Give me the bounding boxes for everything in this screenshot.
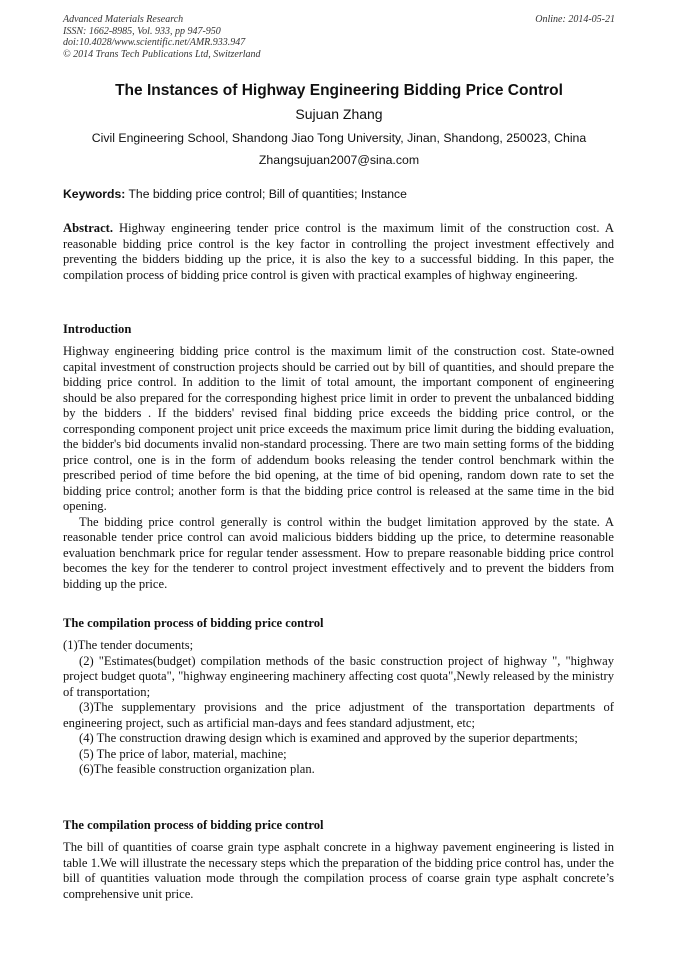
introduction-paragraph-1: Highway engineering bidding price control is the maximum limit of the construction cost. State-owned capital investment of construction projects should be carried out by bill of quantities, and should prepare the bidding price control. In addition to the limit of total amount, the important component of engineering should be also prepared for the corresponding highest price limit in order to prevent the unbalanced bidding by the bidders . If the bidders' revised final bidding price exceeds the bidding price control, or the corresponding component project unit price exceeds the maximum price limit during the bidding evaluation, the bidder's bid documents invalid non-standard processing. There are two main setting forms of the bidding price control, one is in the form of addendum books releasing the tender control benchmark within the prescribed period of time before the bid opening, at the time of bid opening, random down rate to set the bidding price control; another form is that the bidding price control is released at the same time in the bid opening.	[63, 344, 614, 513]
issn-line: ISSN: 1662-8985, Vol. 933, pp 947-950	[63, 25, 221, 37]
journal-header	[63, 14, 615, 60]
introduction-paragraph-2: The bidding price control generally is control within the budget limitation approved by the state. A reasonable tender price control can avoid malicious bidders bidding up the price, to determine reasonable evaluation benchmark price for regular tender assessment. How to prepare reasonable bidding price control becomes the key for the tenderer to control project investment effectively and to prevent the bidders from bidding up the price.	[63, 514, 614, 591]
section-2-paragraph: The bill of quantities of coarse grain type asphalt concrete in a highway pavement engineering is listed in table 1.We will illustrate the necessary steps which the preparation of the bidding price control has, under the bill of quantities valuation mode through the compilation process of coarse grain type asphalt concrete’s comprehensive unit price.	[63, 840, 614, 901]
abstract-text: Highway engineering tender price control is the maximum limit of the construction cost. A reasonable bidding price control is the key factor in controlling the project investment effectively and preventing the bidders bidding up the price, it is also the key to a successful bidding. In this paper, the compilation process of bidding price control is given with practical examples of highway engineering.	[63, 221, 614, 282]
list-item: (3)The supplementary provisions and the price adjustment of the transportation departments of engineering project, such as artificial man-days and fees standard adjustment, etc;	[63, 700, 614, 730]
list-item: (1)The tender documents;	[63, 638, 194, 652]
doi-line: doi:10.4028/www.scientific.net/AMR.933.947	[63, 37, 246, 48]
section-heading-compilation-process-2: The compilation process of bidding price control	[63, 818, 324, 832]
introduction-body	[63, 344, 614, 592]
keywords	[63, 187, 615, 201]
section-2-body	[63, 840, 614, 902]
list-item: (6)The feasible construction organization plan.	[79, 762, 315, 776]
list-item: (5) The price of labor, material, machine;	[79, 746, 287, 761]
author-name: Sujuan Zhang	[295, 106, 383, 122]
author-affiliation: Civil Engineering School, Shandong Jiao Tong University, Jinan, Shandong, 250023, China	[91, 131, 587, 145]
introduction-heading: Introduction	[63, 322, 132, 336]
section-heading-compilation-process: The compilation process of bidding price control	[63, 616, 324, 630]
keywords-label: Keywords:	[63, 187, 126, 201]
keywords-text: The bidding price control; Bill of quantities; Instance	[125, 187, 407, 201]
abstract	[63, 221, 614, 283]
paper-title: The Instances of Highway Engineering Bidding Price Control	[115, 82, 563, 99]
compilation-process-list	[63, 638, 614, 778]
list-item: (4) The construction drawing design which is examined and approved by the superior departments;	[79, 731, 578, 745]
author-email: Zhangsujuan2007@sina.com	[258, 153, 420, 167]
copyright-line: © 2014 Trans Tech Publications Ltd, Switzerland	[63, 48, 261, 60]
online-date: Online: 2014-05-21	[535, 14, 615, 25]
list-item: (2) "Estimates(budget) compilation methods of the basic construction project of highway ", "highway project budget quota", "highway engineering machinery affecting cost quota",Newly released by the ministry of transportation;	[63, 653, 614, 699]
abstract-label: Abstract.	[63, 221, 114, 235]
journal-name: Advanced Materials Research	[63, 14, 184, 25]
